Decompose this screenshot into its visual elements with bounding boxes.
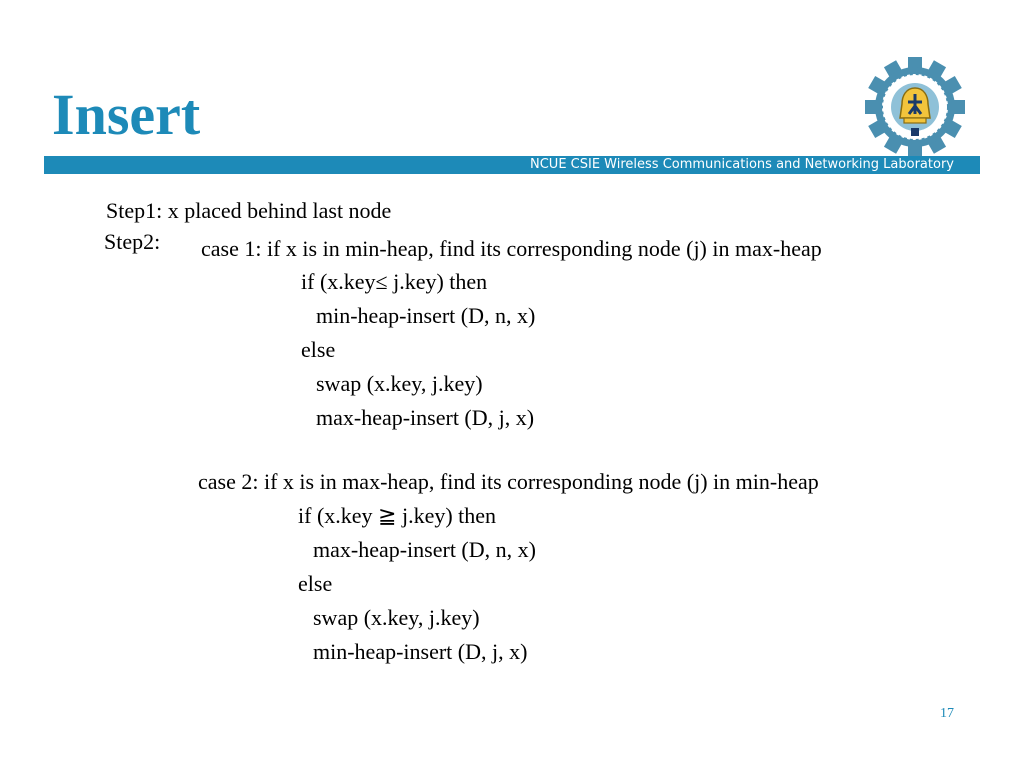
header-banner — [44, 156, 980, 174]
lab-name: NCUE CSIE Wireless Communications and Networking Laboratory — [530, 157, 954, 172]
slide-title: Insert — [52, 82, 201, 147]
case2-heading: case 2: if x is in max-heap, find its corresponding node (j) in min-heap — [198, 469, 819, 494]
case1-condition: if (x.key≤ j.key) then — [301, 269, 488, 294]
case1-else-action: max-heap-insert (D, j, x) — [316, 405, 535, 430]
case2-then-action: max-heap-insert (D, n, x) — [313, 537, 536, 562]
case2-condition: if (x.key ≧ j.key) then — [298, 503, 497, 528]
case1-swap: swap (x.key, j.key) — [316, 371, 483, 396]
case2-else-action: min-heap-insert (D, j, x) — [313, 639, 528, 664]
step2-label: Step2: — [104, 229, 161, 254]
page-number: 17 — [940, 706, 954, 721]
case2-swap: swap (x.key, j.key) — [313, 605, 480, 630]
case2-else: else — [298, 571, 333, 596]
step1-text: Step1: x placed behind last node — [106, 198, 392, 223]
ncue-emblem-logo — [864, 56, 966, 158]
case1-else: else — [301, 337, 336, 362]
case1-then-action: min-heap-insert (D, n, x) — [316, 303, 536, 328]
case1-heading: case 1: if x is in min-heap, find its corresponding node (j) in max-heap — [201, 236, 822, 261]
